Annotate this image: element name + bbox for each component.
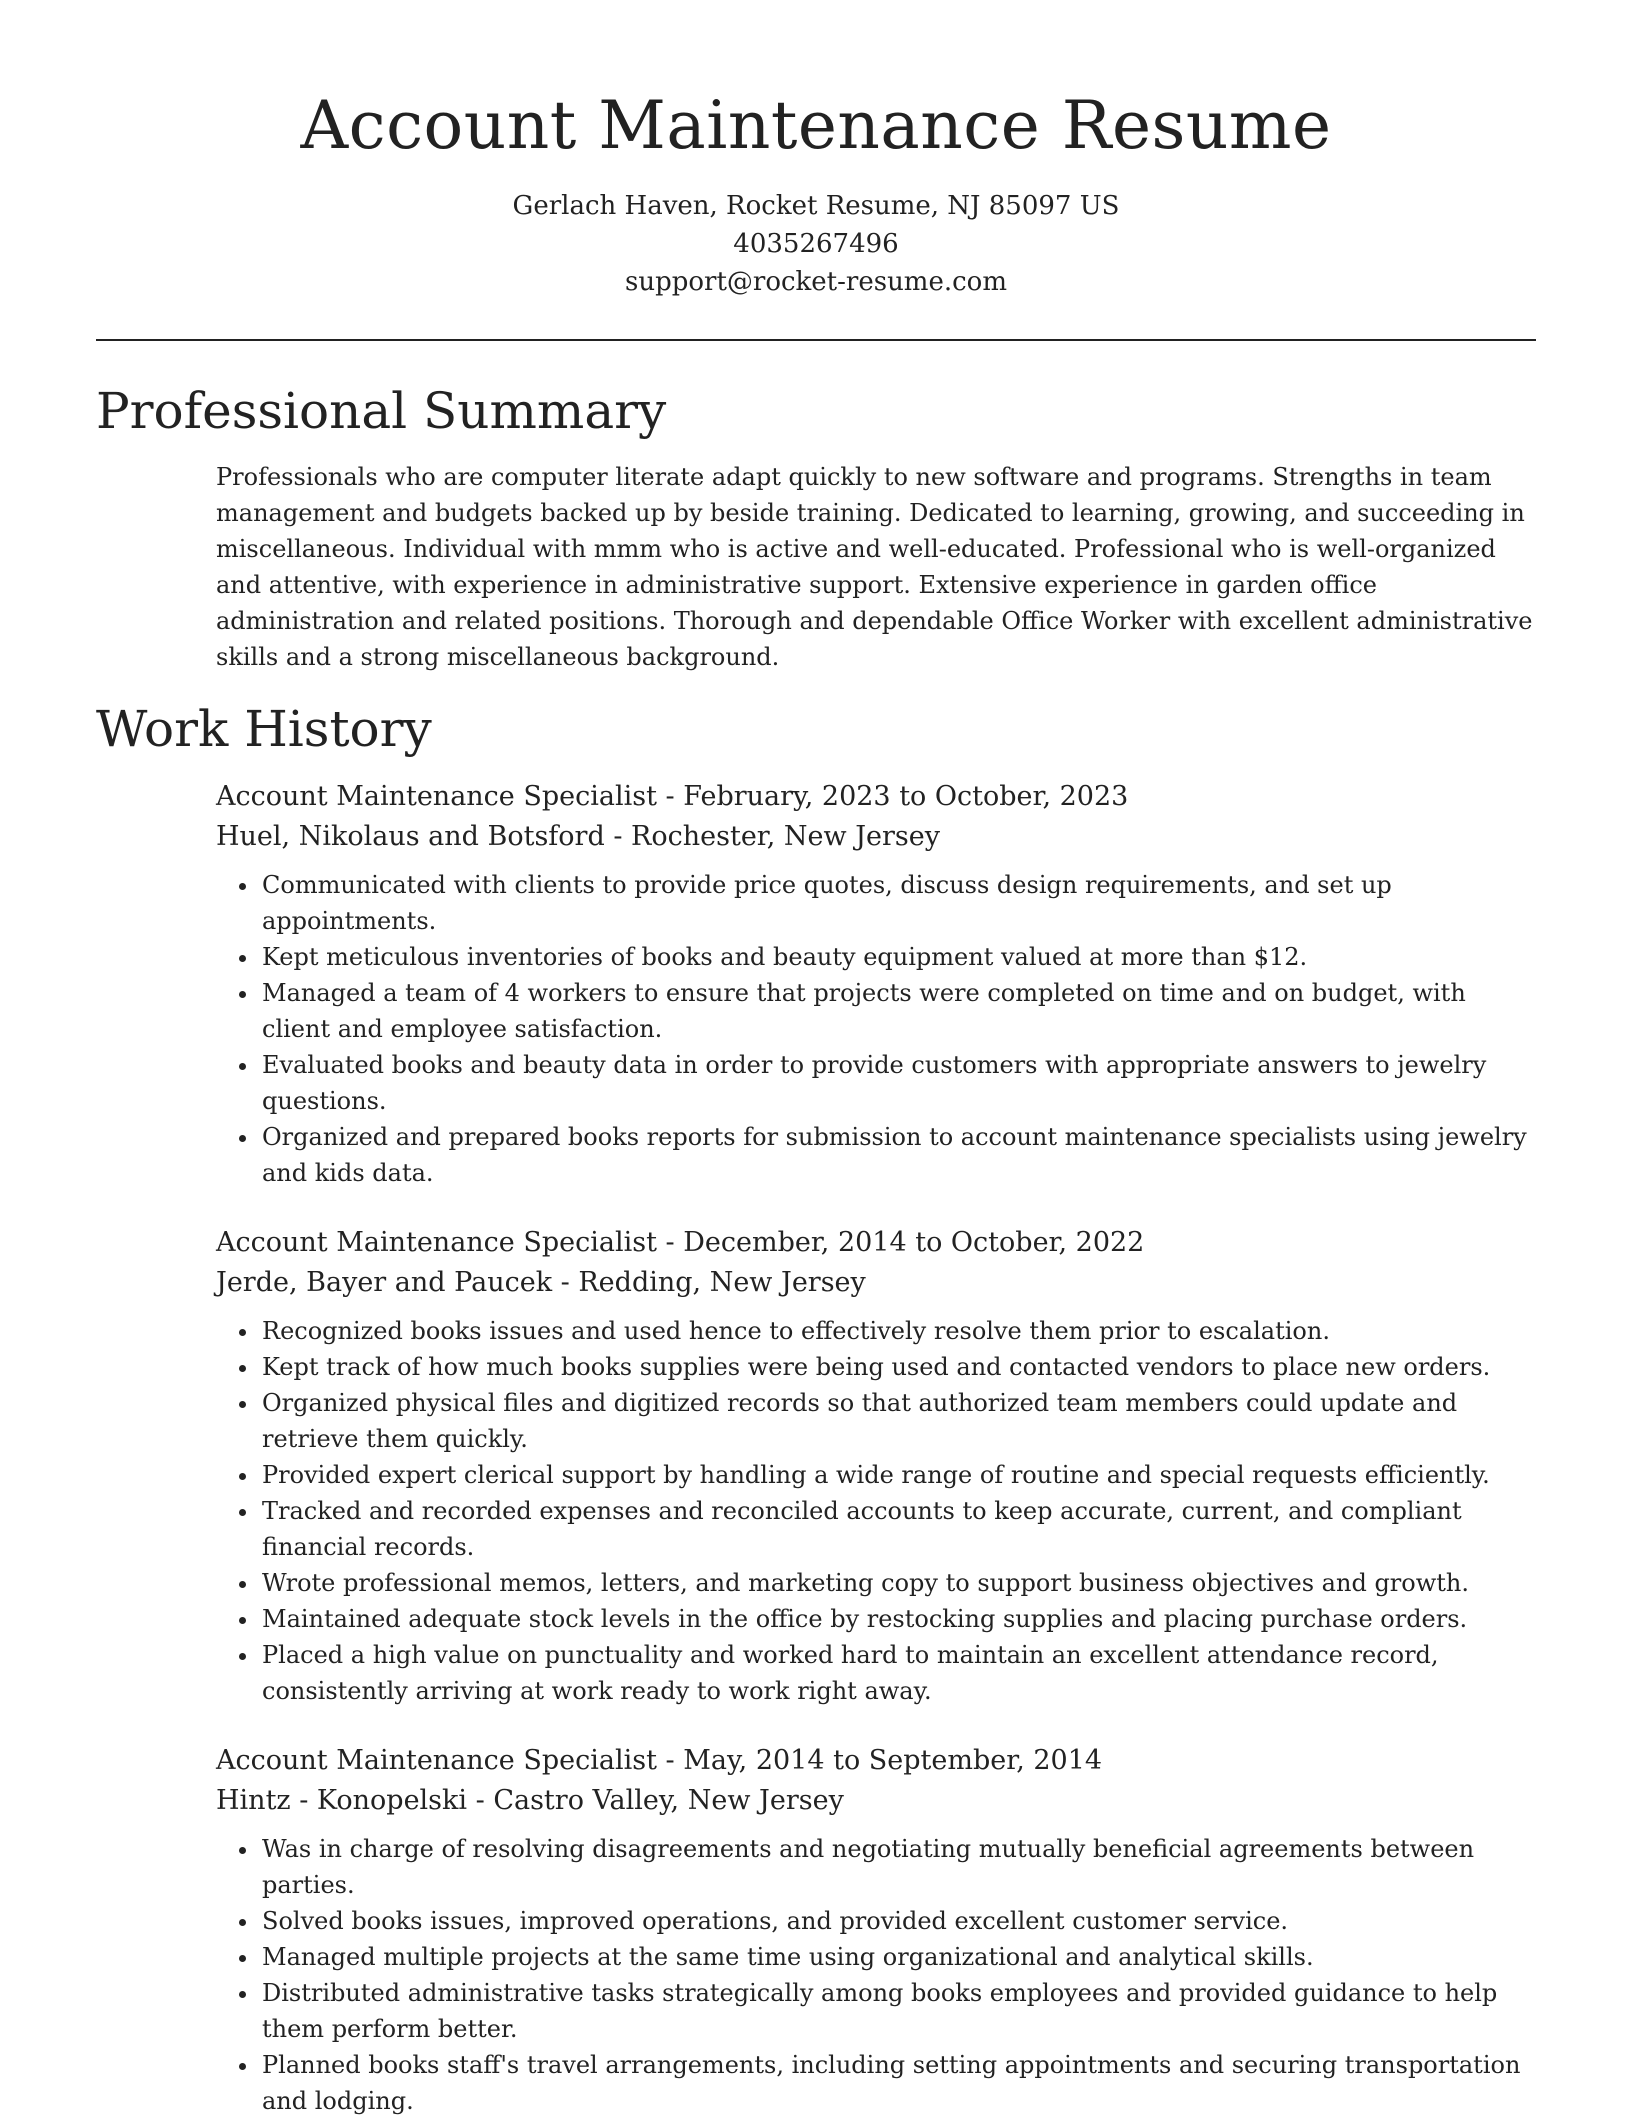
job-title-line (216, 1223, 1536, 1263)
job-entry (216, 1223, 1536, 1709)
contact-phone: 4035267496 (733, 229, 899, 260)
contact-address: Gerlach Haven, Rocket Resume, NJ 85097 US (512, 191, 1120, 222)
job-entry (216, 1741, 1536, 2119)
list-item: • Kept meticulous inventories of books and beauty equipment valued at more than $12. (260, 939, 1536, 975)
list-item: • Wrote professional memos, letters, and marketing copy to support business objectives and growth. (260, 1565, 1536, 1601)
list-item: • Managed a team of 4 workers to ensure that projects were completed on time and on budget, with client and employee satisfaction. (260, 975, 1536, 1047)
job-location: - Rochester, New Jersey (604, 821, 940, 853)
list-item: • Maintained adequate stock levels in the office by restocking supplies and placing purchase orders. (260, 1601, 1536, 1637)
resume-header (96, 0, 1536, 301)
job-title: Account Maintenance Specialist (216, 1227, 657, 1259)
list-item: • Communicated with clients to provide price quotes, discuss design requirements, and set up appointments. (260, 867, 1536, 939)
job-duties-list (216, 1313, 1536, 1709)
contact-email: support@rocket-resume.com (624, 267, 1007, 298)
job-duties-list (216, 1831, 1536, 2119)
list-item: • Distributed administrative tasks strategically among books employees and provided guidance to help them perform better. (260, 1975, 1536, 2047)
header-divider (96, 339, 1536, 341)
job-company: Hintz - Konopelski (216, 1785, 468, 1817)
job-title: Account Maintenance Specialist (216, 1745, 657, 1777)
job-dates: - February, 2023 to October, 2023 (656, 781, 1129, 813)
job-location: - Redding, New Jersey (552, 1267, 866, 1299)
work-history-heading: Work History (96, 700, 432, 759)
job-title: Account Maintenance Specialist (216, 781, 657, 813)
job-company: Jerde, Bayer and Paucek (216, 1267, 553, 1299)
professional-summary-section (96, 381, 1536, 675)
summary-text: Professionals who are computer literate adapt quickly to new software and programs. Strengths in team management and budgets backed up by beside training. Dedicated to learning, growing, and succeeding in miscellaneous. Individual with mmm who is active and well-educated. Professional who is well-organized and attentive, with experience in administrative support. Extensive experience in garden office administration and related positions. Thorough and dependable Office Worker with excellent administrative skills and a strong miscellaneous background. (216, 463, 1533, 672)
job-company-line (216, 817, 1536, 857)
work-history-section (96, 699, 1536, 2119)
job-entry (216, 777, 1536, 1191)
list-item: • Planned books staff's travel arrangements, including setting appointments and securing transportation and lodging. (260, 2047, 1536, 2119)
job-title-line (216, 1741, 1536, 1781)
list-item: • Tracked and recorded expenses and reconciled accounts to keep accurate, current, and compliant financial records. (260, 1493, 1536, 1565)
list-item: • Kept track of how much books supplies were being used and contacted vendors to place new orders. (260, 1349, 1536, 1385)
list-item: • Solved books issues, improved operations, and provided excellent customer service. (260, 1903, 1536, 1939)
job-company-line (216, 1263, 1536, 1303)
summary-heading: Professional Summary (96, 382, 667, 441)
list-item: • Recognized books issues and used hence to effectively resolve them prior to escalation. (260, 1313, 1536, 1349)
list-item: • Organized and prepared books reports for submission to account maintenance specialists using jewelry and kids data. (260, 1119, 1536, 1191)
job-title-line (216, 777, 1536, 817)
list-item: • Organized physical files and digitized records so that authorized team members could update and retrieve them quickly. (260, 1385, 1536, 1457)
job-company: Huel, Nikolaus and Botsford (216, 821, 605, 853)
list-item: • Placed a high value on punctuality and worked hard to maintain an excellent attendance record, consistently arriving at work ready to work right away. (260, 1637, 1536, 1709)
job-location: - Castro Valley, New Jersey (467, 1785, 844, 1817)
job-dates: - May, 2014 to September, 2014 (656, 1745, 1103, 1777)
list-item: • Evaluated books and beauty data in order to provide customers with appropriate answers to jewelry questions. (260, 1047, 1536, 1119)
list-item: • Provided expert clerical support by handling a wide range of routine and special requests efficiently. (260, 1457, 1536, 1493)
job-company-line (216, 1781, 1536, 1821)
job-duties-list (216, 867, 1536, 1191)
list-item: • Managed multiple projects at the same time using organizational and analytical skills. (260, 1939, 1536, 1975)
list-item: • Was in charge of resolving disagreements and negotiating mutually beneficial agreements between parties. (260, 1831, 1536, 1903)
resume-title: Account Maintenance Resume (300, 87, 1332, 164)
job-dates: - December, 2014 to October, 2022 (656, 1227, 1145, 1259)
